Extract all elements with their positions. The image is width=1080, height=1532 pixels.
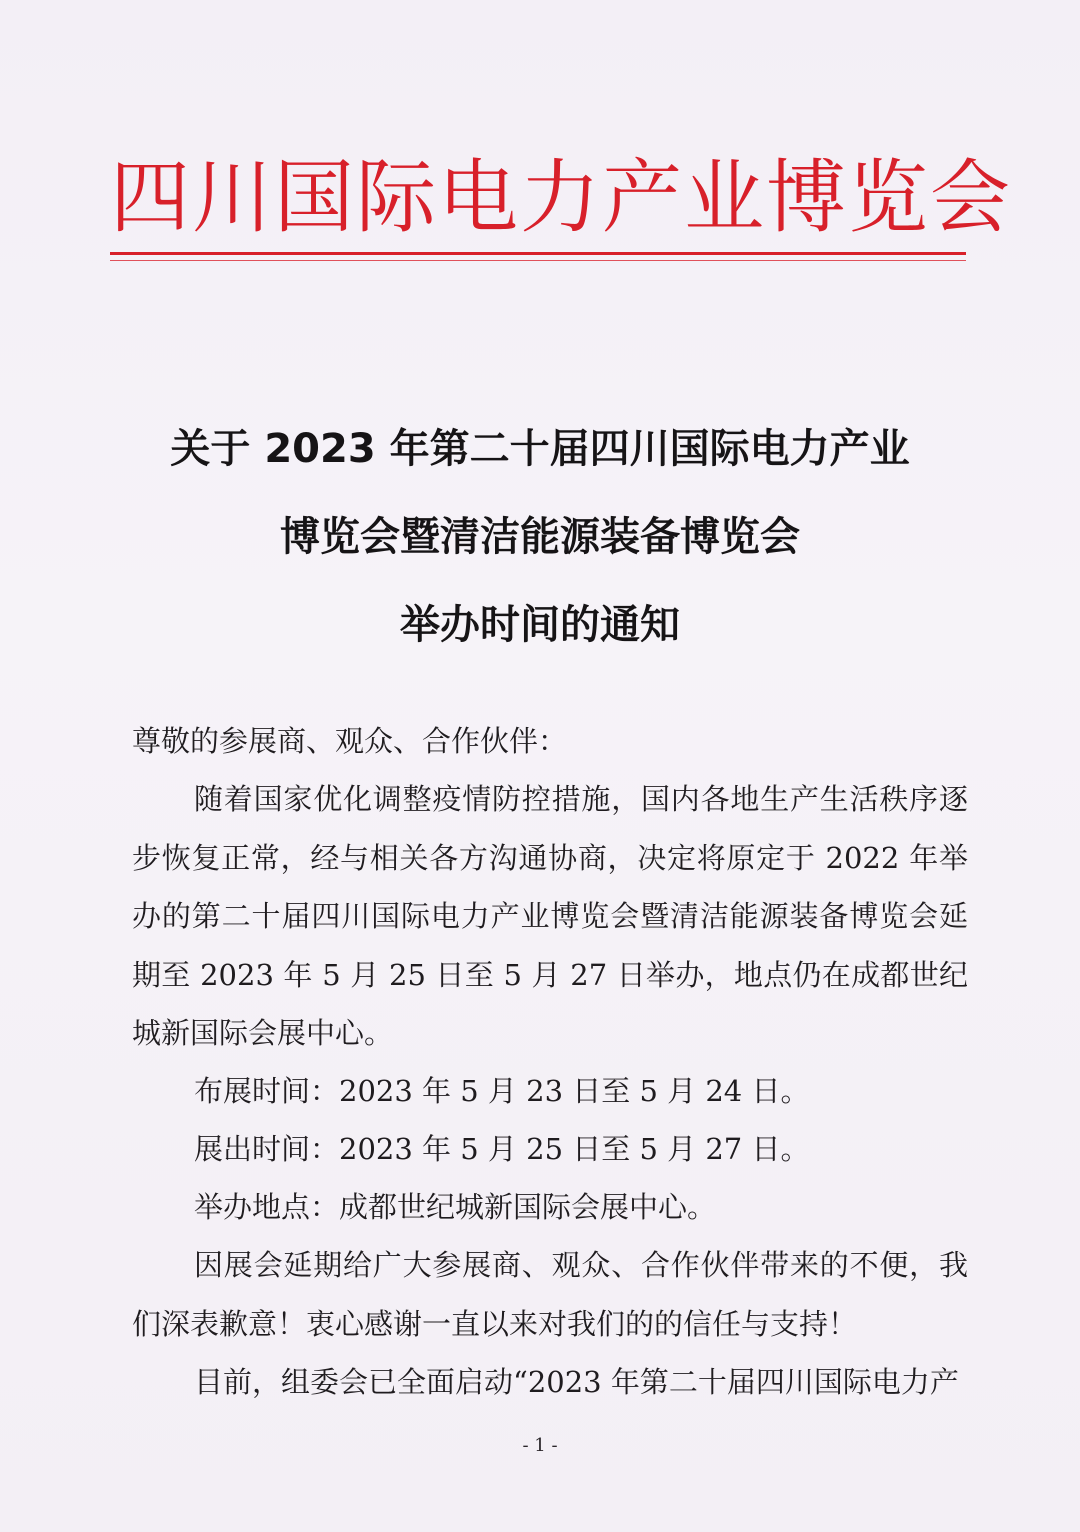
page-number: - 1 -	[522, 1435, 558, 1456]
show-time: 展出时间：2023 年 5 月 25 日至 5 月 27 日。	[194, 1132, 810, 1166]
letterhead-rule-thin	[110, 260, 966, 261]
letterhead-rule	[110, 252, 966, 255]
body-paragraph-2: 因展会延期给广大参展商、观众、合作伙伴带来的不便，我们深表歉意！衷心感谢一直以来对我们的的信任与支持！	[132, 1248, 968, 1341]
letterhead-title: 四川国际电力产业博览会	[110, 151, 1012, 244]
salutation: 尊敬的参展商、观众、合作伙伴：	[132, 724, 568, 758]
venue: 举办地点：成都世纪城新国际会展中心。	[194, 1190, 717, 1224]
document-title-line-3: 举办时间的通知	[400, 602, 680, 648]
document-title-line-1: 关于 2023 年第二十届四川国际电力产业	[170, 426, 910, 472]
body-paragraph-1: 随着国家优化调整疫情防控措施，国内各地生产生活秩序逐步恢复正常，经与相关各方沟通协商，决定将原定于 2022 年举办的第二十届四川国际电力产业博览会暨清洁能源装备博览会延期至 2023 年 5 月 25 日至 5 月 27 日举办，地点仍在成都世纪城新国际会展中心。	[132, 782, 968, 1050]
body-paragraph-3: 目前，组委会已全面启动“2023 年第二十届四川国际电力产	[194, 1365, 959, 1399]
document-title-line-2: 博览会暨清洁能源装备博览会	[280, 514, 800, 560]
setup-time: 布展时间：2023 年 5 月 23 日至 5 月 24 日。	[194, 1074, 810, 1108]
